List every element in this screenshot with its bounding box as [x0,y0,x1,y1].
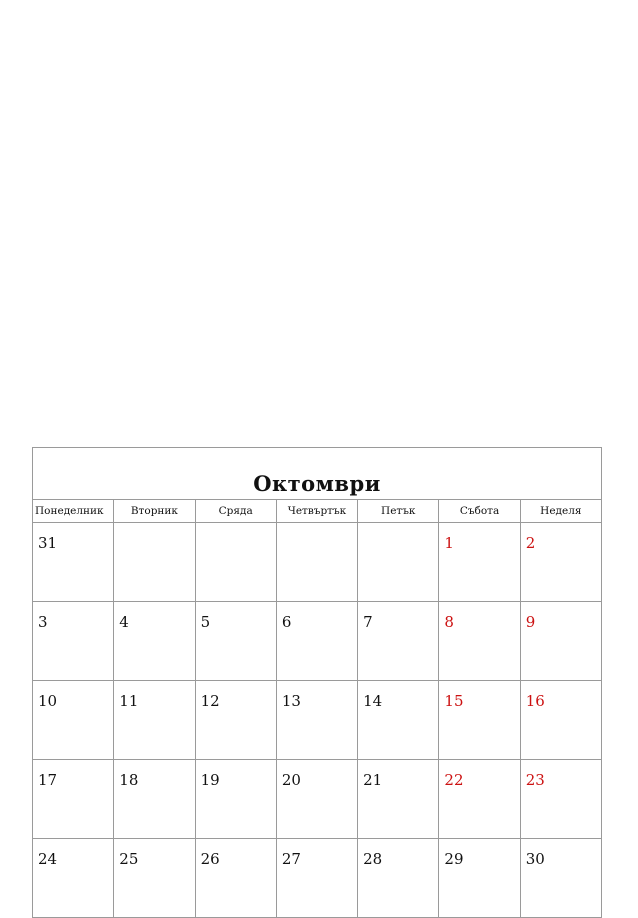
day-cell [195,523,276,602]
day-cell: 13 [276,681,357,760]
week-row [33,681,602,760]
day-cell: 24 [33,839,114,918]
day-cell [114,523,195,602]
weekday-friday: Петък [358,500,439,523]
day-cell: 14 [358,681,439,760]
day-cell: 6 [276,602,357,681]
day-cell: 3 [33,602,114,681]
day-cell: 20 [276,760,357,839]
day-cell-weekend: 15 [439,681,520,760]
day-cell-weekend: 23 [520,760,601,839]
day-cell: 17 [33,760,114,839]
day-cell: 30 [520,839,601,918]
day-cell: 10 [33,681,114,760]
day-cell: 31 [33,523,114,602]
weekday-saturday: Събота [439,500,520,523]
day-cell-weekend: 2 [520,523,601,602]
weekday-thursday: Четвъртък [276,500,357,523]
weekday-sunday: Неделя [520,500,601,523]
month-title: Октомври [33,448,602,500]
day-cell: 4 [114,602,195,681]
day-cell: 28 [358,839,439,918]
day-cell-weekend: 1 [439,523,520,602]
day-cell: 12 [195,681,276,760]
weekday-wednesday: Сряда [195,500,276,523]
day-cell [358,523,439,602]
week-row [33,760,602,839]
day-cell-weekend: 8 [439,602,520,681]
day-cell: 11 [114,681,195,760]
day-cell: 27 [276,839,357,918]
day-cell: 7 [358,602,439,681]
weekday-monday: Понеделник [33,500,114,523]
day-cell-weekend: 16 [520,681,601,760]
day-cell-weekend: 22 [439,760,520,839]
day-cell: 25 [114,839,195,918]
day-cell: 29 [439,839,520,918]
day-cell: 5 [195,602,276,681]
day-cell: 19 [195,760,276,839]
weekday-header-row [33,500,602,523]
weekday-tuesday: Вторник [114,500,195,523]
day-cell: 21 [358,760,439,839]
day-cell [276,523,357,602]
week-row [33,839,602,918]
day-cell-weekend: 9 [520,602,601,681]
month-calendar [32,447,602,918]
week-row [33,523,602,602]
day-cell: 26 [195,839,276,918]
day-cell: 18 [114,760,195,839]
week-row [33,602,602,681]
